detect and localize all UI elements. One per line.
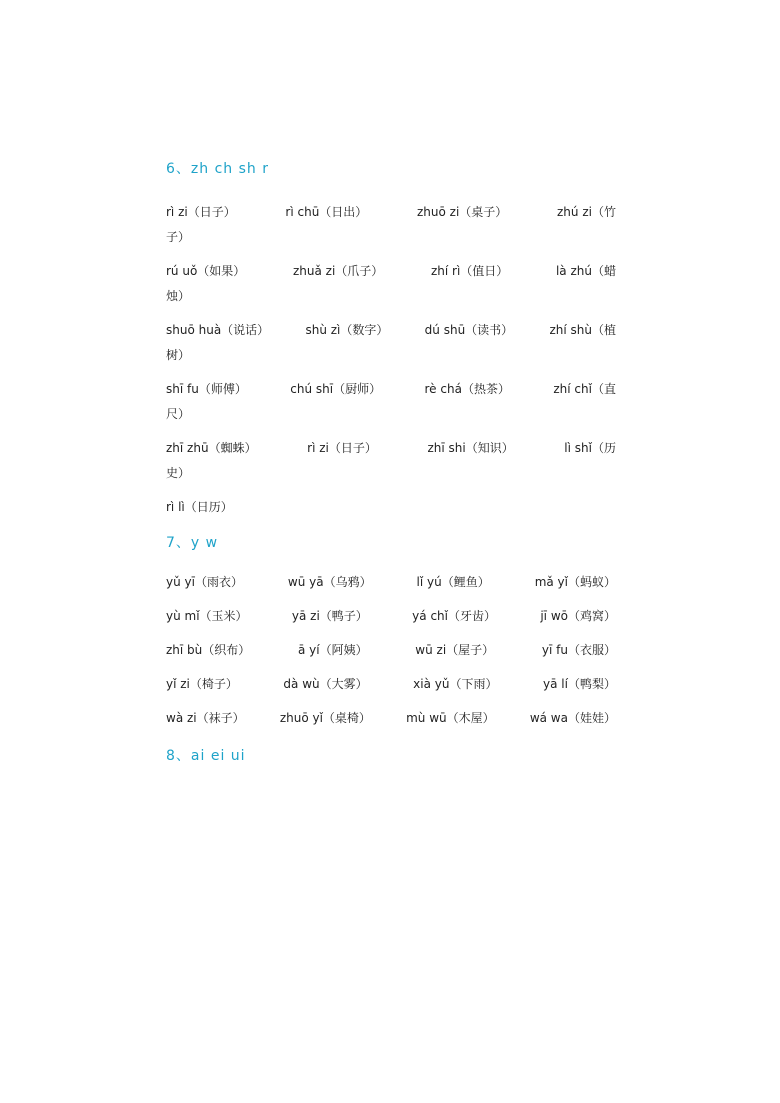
- section-6-last-row: rì lì（日历）: [166, 500, 233, 514]
- section-8-heading: 8、ai ei ui: [166, 748, 246, 764]
- section-7-row-1: [166, 570, 616, 595]
- word-continuation: 史）: [166, 466, 191, 480]
- word-item: zhuō zi（桌子）: [417, 205, 508, 219]
- section-7-row-2: [166, 604, 616, 629]
- word-item: dú shū（读书）: [424, 323, 514, 337]
- word-item: zhuǎ zi（爪子）: [292, 264, 384, 278]
- section-7-heading: 7、y w: [166, 535, 219, 551]
- word-item: yā lí（鸭梨）: [543, 677, 616, 691]
- section-6-row-2: [166, 259, 616, 309]
- word-item: yǔ yī（雨衣）: [166, 575, 243, 589]
- word-item: chú shī（厨师）: [290, 382, 382, 396]
- section-6-row-4: [166, 377, 616, 427]
- word-item: yá chǐ（牙齿）: [412, 609, 496, 623]
- word-item: zhú zi（竹: [557, 205, 616, 219]
- word-item: zhí chǐ（直: [553, 382, 616, 396]
- word-item: shī fu（师傅）: [166, 382, 247, 396]
- word-item: rì zi（日子）: [307, 441, 377, 455]
- word-item: wá wa（娃娃）: [529, 711, 616, 725]
- word-item: rì chū（日出）: [285, 205, 368, 219]
- word-item: zhuō yǐ（桌椅）: [279, 711, 371, 725]
- word-item: yā zi（鸭子）: [291, 609, 368, 623]
- word-item: lì shǐ（历: [564, 441, 616, 455]
- word-continuation: 子）: [166, 230, 191, 244]
- word-continuation: 树）: [166, 348, 191, 362]
- word-item: shù zì（数字）: [305, 323, 389, 337]
- word-item: rì zi（日子）: [166, 205, 236, 219]
- word-item: yù mǐ（玉米）: [166, 609, 248, 623]
- section-7-row-4: [166, 672, 616, 697]
- word-item: wū zi（屋子）: [415, 643, 495, 657]
- word-item: là zhú（蜡: [555, 264, 616, 278]
- word-item: jī wō（鸡窝）: [540, 609, 616, 623]
- document-page: [166, 158, 616, 767]
- word-continuation: 尺）: [166, 407, 191, 421]
- word-item: lǐ yú（鲤鱼）: [416, 575, 490, 589]
- word-item: dà wù（大雾）: [283, 677, 368, 691]
- word-item: shuō huà（说话）: [166, 323, 270, 337]
- word-item: rú uǒ（如果）: [166, 264, 246, 278]
- word-item: zhī shi（知识）: [427, 441, 514, 455]
- word-item: wà zi（袜子）: [166, 711, 245, 725]
- word-item: rè chá（热茶）: [424, 382, 510, 396]
- section-6-heading: 6、zh ch sh r: [166, 161, 269, 177]
- word-item: zhī bù（织布）: [166, 643, 251, 657]
- word-item: yǐ zi（椅子）: [166, 677, 238, 691]
- word-item: ā yí（阿姨）: [297, 643, 368, 657]
- word-item: zhí shù（植: [549, 323, 616, 337]
- word-item: zhí rì（值日）: [430, 264, 509, 278]
- section-6-row-3: [166, 318, 616, 368]
- word-item: mǎ yǐ（蚂蚁）: [534, 575, 616, 589]
- word-continuation: 烛）: [166, 289, 191, 303]
- section-6-row-1: [166, 200, 616, 250]
- word-item: xià yǔ（下雨）: [413, 677, 498, 691]
- section-6-row-5: [166, 436, 616, 486]
- word-item: zhī zhū（蜘蛛）: [166, 441, 257, 455]
- word-item: mù wū（木屋）: [406, 711, 495, 725]
- word-item: yī fu（衣服）: [541, 643, 616, 657]
- word-item: wū yā（乌鸦）: [287, 575, 372, 589]
- section-7-row-5: [166, 706, 616, 731]
- section-7-row-3: [166, 638, 616, 663]
